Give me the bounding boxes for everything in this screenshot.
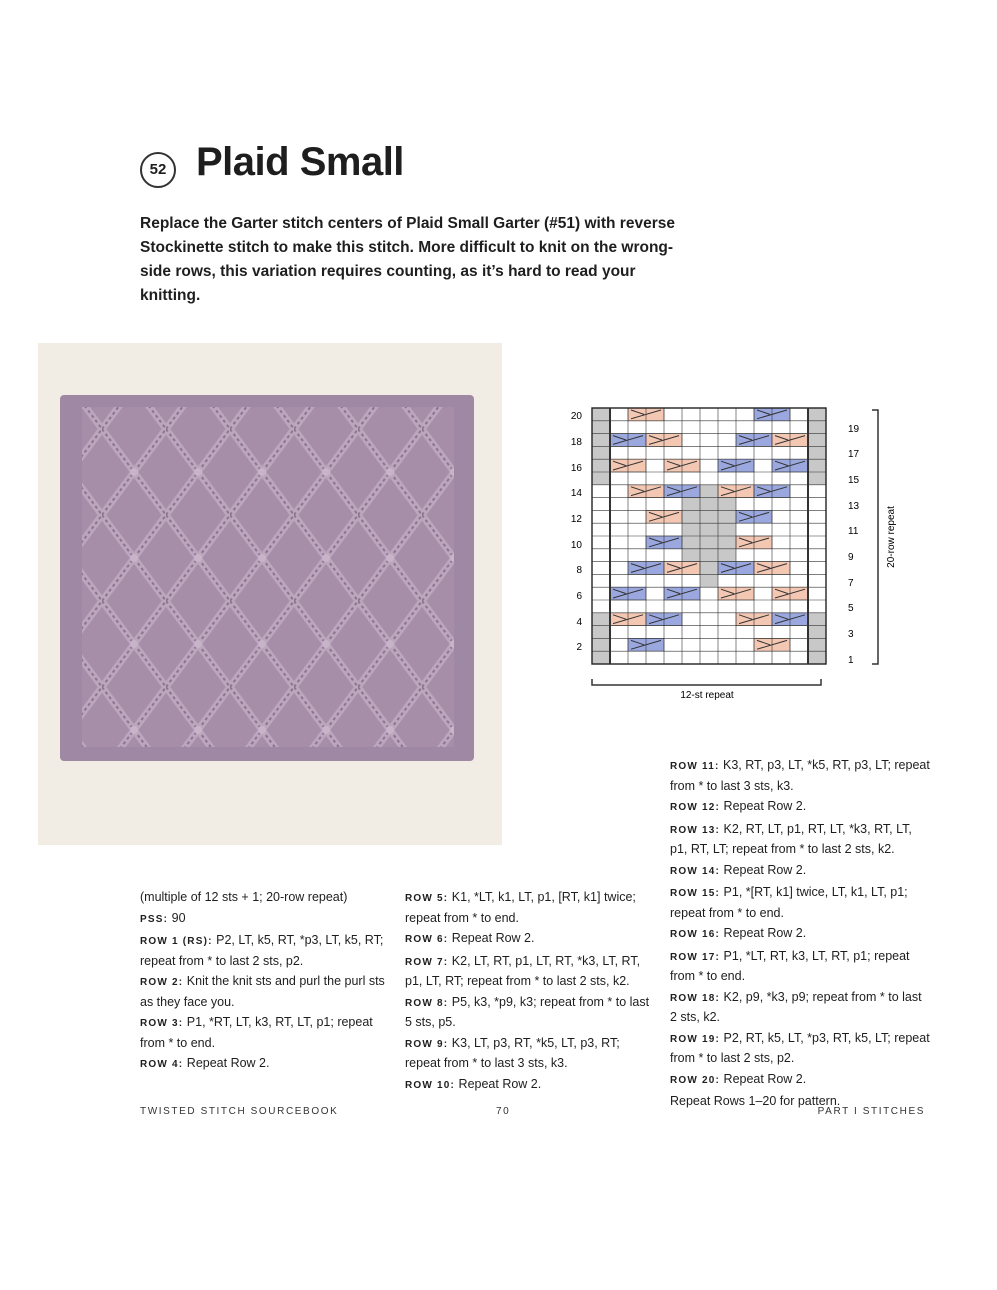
row-number: 13 — [848, 501, 860, 512]
row-text: K1, *LT, k1, LT, p1, [RT, k1] twice; repeat from * to end. — [405, 890, 636, 925]
page-number: 70 — [496, 1106, 511, 1117]
row-text: Repeat Row 2. — [455, 1076, 542, 1091]
row-text: K2, LT, RT, p1, LT, RT, *k3, LT, RT, p1, LT, RT; repeat from * to last 2 sts, k2. — [405, 953, 641, 988]
row-label: ROW 18: — [670, 992, 721, 1004]
stitch-repeat-bracket — [592, 679, 821, 685]
chart-purl-cell — [682, 536, 700, 549]
row-number: 9 — [848, 552, 854, 563]
pss-value: 90 — [168, 910, 186, 925]
row-text: P1, *[RT, k1] twice, LT, k1, LT, p1; repeat from * to end. — [670, 885, 908, 920]
row-label: ROW 3: — [140, 1018, 184, 1029]
intro-paragraph: Replace the Garter stitch centers of Plaid Small Garter (#51) with reverse Stockinette stitch to make this stitch. More difficult to knit on the wrong-side rows, this variation requires counting, as it’s hard to read your knitting. — [140, 215, 675, 304]
chart-purl-cell — [592, 421, 610, 434]
row-label: ROW 8: — [405, 997, 449, 1009]
row-text: P2, LT, k5, RT, *p3, LT, k5, RT; repeat from * to last 2 sts, p2. — [140, 933, 384, 968]
row-number: 20 — [570, 411, 582, 422]
row-text: Repeat Row 2. — [448, 931, 535, 945]
row-instruction — [670, 797, 930, 818]
chart-purl-cell — [808, 651, 826, 664]
row-repeat-bracket — [872, 410, 878, 664]
row-instruction — [405, 952, 657, 991]
row-number: 12 — [570, 514, 582, 525]
row-text: P1, *LT, RT, k3, LT, RT, p1; repeat from * to end. — [670, 948, 910, 983]
row-number: 2 — [576, 642, 582, 653]
row-label: ROW 2: — [140, 977, 184, 988]
row-instruction — [140, 972, 390, 1011]
chart-purl-cell — [592, 434, 610, 447]
row-number: 8 — [576, 565, 582, 576]
row-number: 3 — [848, 629, 854, 640]
chart-purl-cell — [808, 421, 826, 434]
row-instruction — [140, 1013, 390, 1052]
chart-purl-cell — [682, 498, 700, 511]
row-text: Knit the knit sts and purl the purl sts as they face you. — [140, 974, 385, 1009]
row-label: ROW 5: — [405, 893, 449, 904]
chart-purl-cell — [808, 434, 826, 447]
instructions-column-2 — [405, 888, 657, 1097]
chart-purl-cell — [592, 626, 610, 639]
row-text: Repeat Row 2. — [720, 1071, 807, 1086]
chart-purl-cell — [700, 498, 718, 511]
chart-purl-cell — [700, 485, 718, 498]
chart-purl-cell — [592, 408, 610, 421]
chart-purl-cell — [718, 523, 736, 536]
chart-purl-cell — [808, 459, 826, 472]
row-number: 1 — [848, 655, 854, 666]
row-instruction — [405, 1075, 657, 1096]
chart-purl-cell — [700, 536, 718, 549]
chart-purl-cell — [808, 408, 826, 421]
row-label: ROW 13: — [670, 824, 721, 836]
row-number: 18 — [570, 437, 582, 448]
chart-purl-cell — [718, 536, 736, 549]
row-number: 6 — [576, 591, 582, 602]
row-text: K2, RT, LT, p1, RT, LT, *k3, RT, LT, p1, RT, LT; repeat from * to last 2 sts, k2. — [670, 821, 912, 856]
row-text: Repeat Row 2. — [720, 799, 807, 813]
closing-instruction: Repeat Rows 1–20 for pattern. — [670, 1094, 841, 1108]
row-instruction — [670, 820, 930, 859]
footer-book-title: TWISTED STITCH SOURCEBOOK — [140, 1106, 339, 1117]
row-label: ROW 20: — [670, 1074, 721, 1086]
chart-purl-cell — [718, 510, 736, 523]
chart-purl-cell — [808, 626, 826, 639]
chart-purl-cell — [700, 574, 718, 587]
row-label: ROW 14: — [670, 865, 721, 877]
chart-purl-cell — [700, 510, 718, 523]
chart-purl-cell — [592, 613, 610, 626]
row-label: ROW 7: — [405, 956, 449, 968]
row-instruction — [140, 1054, 390, 1075]
row-number: 11 — [848, 526, 859, 537]
row-label: ROW 16: — [670, 929, 721, 940]
row-instruction — [670, 756, 930, 795]
footer-section: PART I STITCHES — [817, 1106, 925, 1117]
swatch-photo — [38, 343, 502, 845]
row-instruction — [405, 929, 657, 950]
row-label: ROW 10: — [405, 1079, 456, 1091]
chart-purl-cell — [808, 638, 826, 651]
row-label: ROW 15: — [670, 888, 721, 899]
row-instruction — [670, 924, 930, 945]
row-number: 10 — [570, 540, 582, 551]
row-number: 17 — [848, 449, 860, 460]
row-instruction — [405, 888, 657, 927]
row-text: P2, RT, k5, LT, *p3, RT, k5, LT; repeat from * to last 2 sts, p2. — [670, 1030, 930, 1065]
row-label: ROW 19: — [670, 1033, 721, 1045]
row-label: ROW 17: — [670, 951, 721, 963]
chart-purl-cell — [592, 651, 610, 664]
row-text: K3, RT, p3, LT, *k5, RT, p3, LT; repeat from * to last 3 sts, k3. — [670, 758, 930, 793]
pattern-number-badge — [140, 152, 176, 188]
row-text: P5, k3, *p9, k3; repeat from * to last 5 sts, p5. — [405, 994, 650, 1029]
row-label: ROW 4: — [140, 1059, 184, 1070]
row-instruction — [670, 988, 930, 1027]
row-instruction — [670, 1029, 930, 1068]
pss-line — [140, 909, 390, 930]
row-text: Repeat Row 2. — [720, 926, 807, 940]
row-number: 5 — [848, 603, 854, 614]
chart-purl-cell — [682, 523, 700, 536]
chart-purl-cell — [808, 446, 826, 459]
chart-purl-cell — [592, 446, 610, 459]
multiple-note: (multiple of 12 sts + 1; 20-row repeat) — [140, 890, 348, 904]
row-text: Repeat Row 2. — [720, 862, 807, 877]
chart-row-numbers-left — [571, 411, 583, 653]
chart-row-numbers-right — [848, 424, 860, 666]
pss-label: PSS: — [140, 913, 169, 925]
row-instruction — [670, 861, 930, 882]
row-repeat-label: 20-row repeat — [886, 506, 897, 568]
swatch-lattice — [82, 407, 454, 747]
row-number: 15 — [848, 475, 860, 486]
row-instruction — [405, 993, 657, 1032]
chart-purl-cell — [718, 498, 736, 511]
chart-purl-cell — [592, 638, 610, 651]
instructions-column-3 — [670, 756, 930, 1113]
row-label: ROW 12: — [670, 802, 721, 813]
row-number: 7 — [848, 578, 854, 589]
chart-purl-cell — [682, 510, 700, 523]
row-number: 16 — [570, 463, 582, 474]
chart-purl-cell — [700, 523, 718, 536]
row-instruction — [140, 931, 390, 970]
row-number: 19 — [848, 424, 860, 435]
row-label: ROW 1 (RS): — [140, 936, 213, 947]
row-number: 14 — [570, 488, 582, 499]
chart-purl-cell — [700, 562, 718, 575]
pattern-number: 52 — [149, 161, 167, 178]
row-text: K3, LT, p3, RT, *k5, LT, p3, RT; repeat from * to last 3 sts, k3. — [405, 1035, 620, 1070]
row-instruction — [405, 1034, 657, 1073]
chart-purl-cell — [808, 472, 826, 485]
row-text: K2, p9, *k3, p9; repeat from * to last 2 sts, k2. — [670, 989, 922, 1024]
stitch-repeat-label: 12-st repeat — [680, 690, 734, 700]
chart-purl-cell — [592, 472, 610, 485]
page-title: Plaid Small — [196, 140, 404, 184]
row-instruction — [670, 947, 930, 986]
chart-purl-cell — [682, 549, 700, 562]
row-text: P1, *RT, LT, k3, RT, LT, p1; repeat from * to end. — [140, 1015, 373, 1050]
row-label: ROW 11: — [670, 761, 720, 772]
row-instruction — [670, 883, 930, 922]
stitch-chart — [560, 400, 920, 700]
instructions-column-1 — [140, 888, 390, 1077]
row-label: ROW 6: — [405, 934, 449, 945]
chart-purl-cell — [700, 549, 718, 562]
row-label: ROW 9: — [405, 1038, 449, 1050]
chart-purl-cell — [592, 459, 610, 472]
row-text: Repeat Row 2. — [183, 1056, 270, 1070]
chart-grid — [592, 408, 826, 664]
chart-purl-cell — [718, 549, 736, 562]
row-number: 4 — [576, 617, 582, 628]
chart-purl-cell — [808, 613, 826, 626]
row-instruction — [670, 1070, 930, 1091]
